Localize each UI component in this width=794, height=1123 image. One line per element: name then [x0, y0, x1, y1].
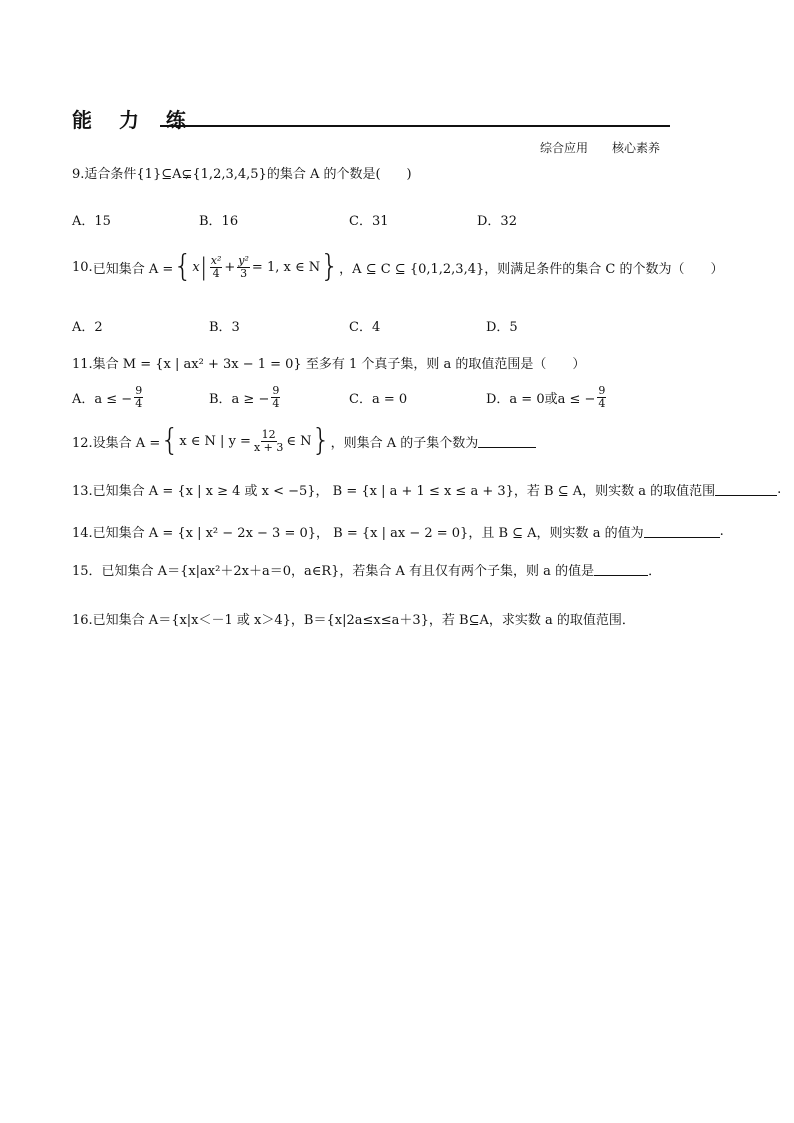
option-b: B．16 [199, 214, 239, 229]
question-text: 9.适合条件{1}⊆A⊊{1,2,3,4,5}的集合 A 的个数是( ) [72, 167, 412, 182]
numerator: 12 [261, 427, 276, 441]
option-text: A．a ≤ − [72, 392, 133, 407]
denominator: 4 [598, 397, 606, 410]
option-d [486, 385, 608, 410]
question-13 [72, 480, 781, 499]
denominator: 4 [272, 397, 280, 410]
option-text: D．a = 0或a ≤ − [486, 392, 596, 407]
left-brace: { [160, 423, 180, 458]
numerator: y² [238, 253, 249, 267]
question-10-options [72, 316, 518, 335]
denominator: 4 [212, 266, 220, 280]
left-brace: { [173, 249, 193, 284]
answer-blank[interactable] [594, 563, 648, 576]
category-tag: 综合应用 [540, 141, 589, 155]
question-text: 15．已知集合 A＝{x|ax²＋2x＋a＝0，a∈R}，若集合 A 有且仅有两个子集，则 a 的值是 [72, 564, 595, 579]
question-11-options [72, 385, 608, 410]
question-text: 11.集合 M = {x | ax² + 3x − 1 = 0} 至多有 1 个真子集，则 a 的取值范围是（ ） [72, 357, 586, 372]
option-text: B．a ≥ − [209, 392, 270, 407]
question-11 [72, 353, 585, 372]
answer-blank[interactable] [478, 435, 536, 448]
question-10 [72, 249, 724, 284]
question-text: 13.已知集合 A = {x | x ≥ 4 或 x < −5}， B = {x | a + 1 ≤ x ≤ a + 3}，若 B ⊆ A，则实数 a 的取值范围 [72, 484, 716, 499]
question-text: 16.已知集合 A＝{x|x＜－1 或 x＞4}，B＝{x|2a≤x≤a＋3}，若 B⊆A，求实数 a 的取值范围． [72, 613, 635, 628]
denominator: 3 [240, 266, 248, 280]
fraction [253, 429, 284, 454]
punctuation: ． [648, 564, 662, 579]
question-text: 已知集合 A = [92, 261, 174, 277]
math-var: x [192, 259, 200, 275]
question-text: 12.设集合 A = [72, 435, 161, 451]
punctuation: . [777, 482, 782, 497]
math-expr: x ∈ N | y = [179, 433, 251, 449]
question-text: 14.已知集合 A = {x | x² − 2x − 3 = 0}， B = {x | ax − 2 = 0}，且 B ⊆ A，则实数 a 的值为 [72, 526, 644, 541]
answer-blank[interactable] [644, 525, 720, 538]
answer-blank[interactable] [715, 483, 777, 496]
numerator: 9 [135, 384, 143, 397]
option-c: C．4 [349, 320, 381, 335]
option-c: C．31 [349, 214, 389, 229]
math-expr: ∈ N [286, 433, 312, 449]
section-title: 能 力 练 [72, 108, 196, 132]
fraction [210, 255, 223, 280]
punctuation: . [719, 524, 724, 539]
option-b [209, 385, 349, 410]
question-9-options [72, 210, 517, 229]
right-brace: } [320, 249, 340, 284]
option-d: D．5 [486, 320, 518, 335]
fraction [237, 255, 250, 280]
question-text: ，则集合 A 的子集个数为 [330, 435, 479, 451]
right-brace: } [311, 423, 331, 458]
denominator: 4 [135, 397, 143, 410]
numerator: x² [210, 253, 222, 267]
math-op: + [224, 259, 236, 275]
option-c: C．a = 0 [349, 392, 408, 407]
option-b: B．3 [209, 320, 240, 335]
denominator: x + 3 [253, 440, 284, 454]
question-9 [72, 163, 412, 182]
fraction [134, 385, 143, 410]
question-12 [72, 423, 536, 458]
fraction [271, 385, 280, 410]
math-expr: = 1, x ∈ N [251, 259, 321, 275]
category-tag: 核心素养 [612, 141, 661, 155]
bar: | [199, 253, 208, 281]
numerator: 9 [272, 384, 280, 397]
option-a: A．2 [72, 320, 103, 335]
option-a [72, 385, 209, 410]
question-16 [72, 609, 635, 628]
option-d: D．32 [477, 214, 517, 229]
question-text: ，A ⊆ C ⊆ {0,1,2,3,4}，则满足条件的集合 C 的个数为（ ） [339, 261, 724, 277]
question-15 [72, 560, 661, 579]
question-number: 10. [72, 259, 93, 275]
numerator: 9 [598, 384, 606, 397]
fraction [597, 385, 606, 410]
title-underline [160, 125, 670, 127]
option-a: A．15 [72, 214, 111, 229]
question-14 [72, 522, 724, 541]
